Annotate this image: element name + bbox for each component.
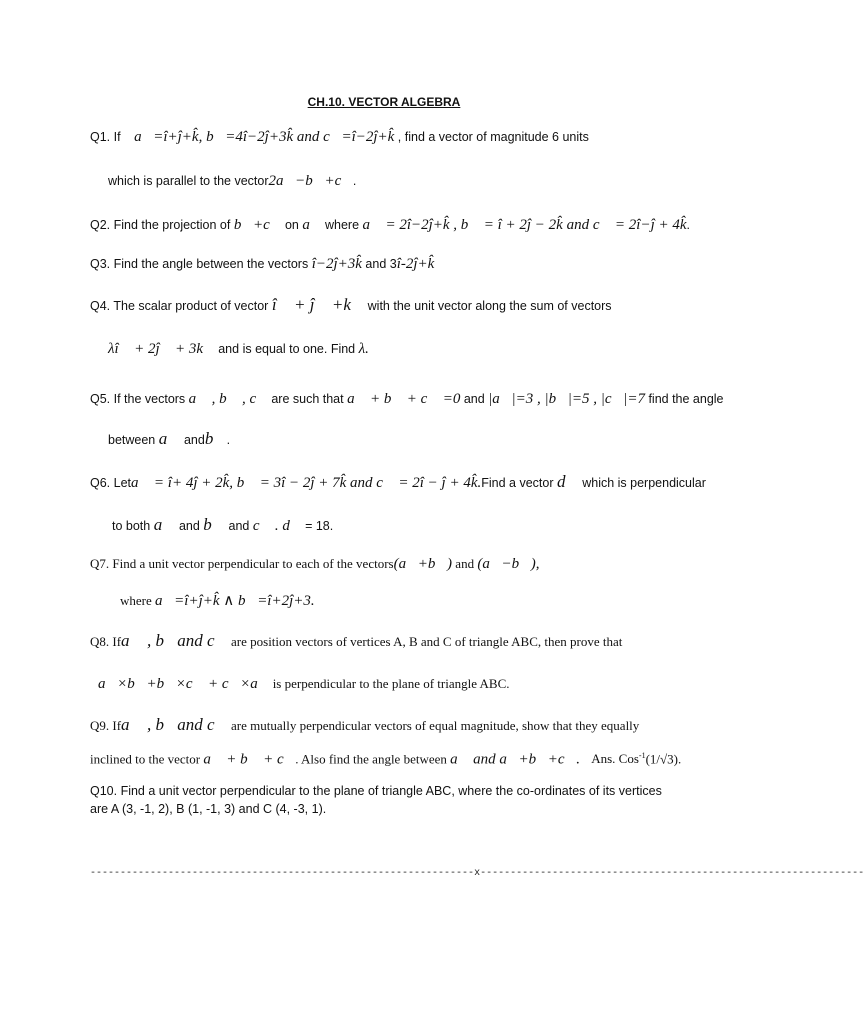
q9-line2: inclined to the vector xyxy=(90,751,201,767)
question-4 xyxy=(90,296,612,315)
q3-and: and 3 xyxy=(365,257,397,271)
q3-vector-2: î-2ĵ+k̂ xyxy=(396,256,435,272)
q9-sum: a⃗ + b⃗ + c⃗ xyxy=(203,751,296,768)
q9-answer-value: (1/√3). xyxy=(645,751,682,767)
question-6-line-2 xyxy=(112,516,333,535)
q6-d: d⃗ xyxy=(557,472,579,491)
q2-lead: Q2. Find the projection of xyxy=(90,218,231,232)
q1-target-vector: 2a⃗−b⃗+c⃗ xyxy=(268,173,353,189)
q8-vectors: a⃗ , b⃗and c⃗ xyxy=(121,631,228,650)
q1-line2: which is parallel to the vector xyxy=(108,174,269,188)
q1-end: . xyxy=(352,174,357,188)
q8-lead: Q8. If xyxy=(90,634,122,649)
q3-vector-1: î−2ĵ+3k̂ xyxy=(311,256,362,272)
q7-and: and xyxy=(455,556,475,571)
question-8-line-2 xyxy=(98,675,510,693)
q9-answer-sup: -1 xyxy=(638,751,646,760)
q7-sum: (a⃗+b⃗) xyxy=(393,556,453,572)
q3-lead: Q3. Find the angle between the vectors xyxy=(90,257,309,271)
question-5-line-2 xyxy=(108,430,230,449)
question-1 xyxy=(90,128,589,146)
question-6 xyxy=(90,473,706,492)
end-divider: ----------------------------------------------------------------x---------------------------------------------------------------- xyxy=(90,868,864,879)
q5-text2: find the angle xyxy=(648,392,724,406)
q5-text: are such that xyxy=(271,392,344,406)
q5-b: b⃗ xyxy=(204,429,227,448)
q2-on: on xyxy=(284,218,299,232)
q6-text: Find a vector xyxy=(481,476,554,490)
question-9-line-2 xyxy=(90,747,681,768)
q6-and: and xyxy=(178,519,200,533)
question-8 xyxy=(90,632,622,651)
q1-lead: Q1. If xyxy=(90,130,121,144)
q9-text: are mutually perpendicular vectors of equal magnitude, show that they equally xyxy=(231,718,640,733)
question-5 xyxy=(90,390,724,408)
page-title: CH.10. VECTOR ALGEBRA xyxy=(307,95,461,109)
question-7-line-2 xyxy=(120,592,315,610)
q2-sum-vector: b⃗+c⃗ xyxy=(233,217,282,233)
q7-diff: (a⃗−b⃗), xyxy=(477,556,540,572)
q6-and2: and xyxy=(228,519,250,533)
q9-text2: . Also find the angle between xyxy=(295,751,447,767)
question-9 xyxy=(90,716,639,735)
q9-lead: Q9. If xyxy=(90,718,122,733)
q6-end: = 18. xyxy=(305,519,334,533)
q4-sum-vector: λî⃗ + 2ĵ⃗ + 3k⃗ xyxy=(108,341,215,357)
q5-vectors: a⃗ , b⃗ , c⃗ xyxy=(188,391,268,407)
q2-where: where xyxy=(325,218,360,232)
question-1-line-2 xyxy=(108,172,356,190)
q4-lambda: λ. xyxy=(358,341,369,357)
q9-angle-vectors: a⃗ and a⃗+b⃗+c⃗. xyxy=(450,751,580,768)
q1-vectors: a⃗=î+ĵ+k̂, b⃗=4î−2ĵ+3k̂ and c⃗=î−2ĵ+k̂ xyxy=(134,129,395,145)
q5-a: a⃗ xyxy=(158,429,181,448)
q4-vector: î⃗ + ĵ⃗ +k⃗ xyxy=(271,295,365,314)
q5-magnitudes: |a⃗|=3 , |b⃗|=5 , |c⃗|=7 xyxy=(488,391,645,407)
q9-answer: Ans. Cos xyxy=(591,751,639,767)
q7-definitions: a⃗=î+ĵ+k̂ ∧ b⃗=î+2ĵ+3. xyxy=(155,593,315,609)
q2-a-vector: a⃗ xyxy=(302,217,322,233)
q5-lead: Q5. If the vectors xyxy=(90,392,186,406)
q4-text2: and is equal to one. Find xyxy=(218,342,356,356)
q7-lead: Q7. Find a unit vector perpendicular to each of the vectors xyxy=(90,556,394,571)
q6-lead: Q6. Let xyxy=(90,476,131,490)
q6-definitions: a⃗ = î+ 4ĵ + 2k̂, b⃗ = 3î − 2ĵ + 7k̂ and c⃗ = 2î − ĵ + 4k̂. xyxy=(131,475,482,491)
q5-between: between xyxy=(108,433,156,447)
q4-text: with the unit vector along the sum of vectors xyxy=(367,299,612,313)
q8-text: are position vectors of vertices A, B and C of triangle ABC, then prove that xyxy=(231,634,623,649)
q2-end: . xyxy=(686,218,691,232)
question-3 xyxy=(90,255,434,273)
question-7 xyxy=(90,555,540,573)
q5-end: . xyxy=(226,433,231,447)
q4-lead: Q4. The scalar product of vector xyxy=(90,299,269,313)
q7-where: where xyxy=(120,593,152,608)
q6-dot: c⃗ . d⃗ xyxy=(252,518,302,534)
q5-sum-zero: a⃗ + b⃗ + c⃗ =0 xyxy=(347,391,461,407)
q6-text2: which is perpendicular xyxy=(582,476,706,490)
q8-text2: is perpendicular to the plane of triangle ABC. xyxy=(272,676,510,691)
q6-a: a⃗ xyxy=(153,515,176,534)
q9-vectors: a⃗ , b⃗and c⃗ xyxy=(121,715,228,734)
q6-line2: to both xyxy=(112,519,151,533)
q2-definitions: a⃗ = 2î−2ĵ+k̂ , b⃗ = î + 2ĵ − 2k̂ and c⃗ = 2î−ĵ + 4k̂ xyxy=(362,217,687,233)
q5-and2: and xyxy=(183,433,205,447)
q8-cross-sum: a⃗×b⃗+b⃗×c⃗ + c⃗×a⃗ xyxy=(98,676,270,692)
q5-and: and xyxy=(463,392,485,406)
question-2 xyxy=(90,216,690,234)
q1-text: , find a vector of magnitude 6 units xyxy=(397,130,589,144)
question-10: Q10. Find a unit vector perpendicular to the plane of triangle ABC, where the co-ordinates of its vertices are A (3, -1, 2), B (1, -1, 3) and C (4, -3, 1). xyxy=(90,784,662,816)
question-4-line-2 xyxy=(108,340,369,358)
q6-b: b⃗ xyxy=(203,515,226,534)
